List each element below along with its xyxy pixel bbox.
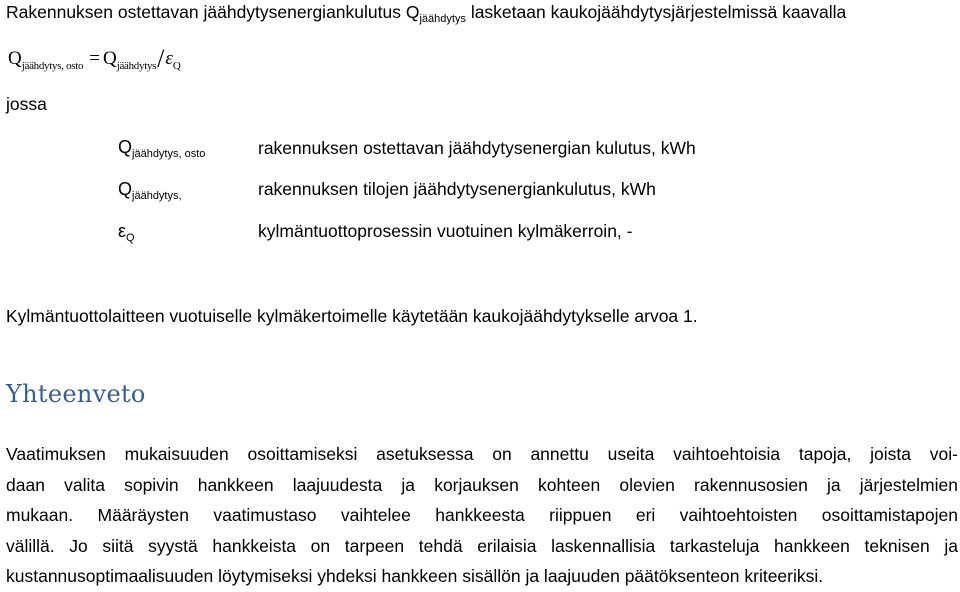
- summary-line: Vaatimuksen mukaisuuden osoittamiseksi asetuksessa on annettu useita vaihtoehtoisia tapoja, joista voi-: [6, 444, 958, 464]
- definition-text: rakennuksen ostettavan jäähdytysenergian kulutus, kWh: [258, 138, 696, 158]
- section-heading: Yhteenveto: [6, 380, 146, 408]
- intro-sentence: [6, 2, 846, 25]
- definition-symbol-letter: Q: [118, 137, 133, 157]
- formula-rhs-subscript: jäähdytys: [116, 60, 157, 72]
- cooling-coefficient-paragraph: Kylmäntuottolaitteen vuotuiselle kylmäkertoimelle käytetään kaukojäähdytykselle arvoa 1.: [6, 306, 698, 326]
- definition-symbol-letter: Q: [118, 179, 133, 199]
- definition-symbol-subscript: Q: [126, 232, 135, 244]
- summary-line: daan valita sopivin hankkeen laajuudesta ja korjauksen kohteen olevien rakennusosien ja järjestelmien: [6, 474, 958, 495]
- definition-symbol-subscript: jäähdytys,: [132, 190, 182, 202]
- formula-epsilon-subscript: Q: [172, 60, 181, 72]
- definition-text: rakennuksen tilojen jäähdytysenergiankulutus, kWh: [258, 179, 656, 199]
- summary-paragraph: [6, 439, 958, 592]
- definition-text: kylmäntuottoprosessin vuotuinen kylmäkerroin, -: [258, 221, 633, 241]
- formula-equals: =: [89, 48, 100, 69]
- summary-line: välillä. Jo siitä syystä hankkeista on tarpeen tehdä erilaisia laskennallisia tarkasteluja hankkeen teknisen ja: [6, 535, 958, 556]
- formula-epsilon: ε: [165, 48, 173, 69]
- definition-symbol: [118, 137, 205, 160]
- formula-lhs-subscript: jäähdytys, osto: [21, 60, 84, 72]
- jossa-label: jossa: [6, 94, 47, 114]
- cooling-energy-formula: [8, 44, 181, 74]
- intro-prefix: Rakennuksen ostettavan jäähdytysenergiankulutus Q: [6, 2, 420, 22]
- formula-division-slash: /: [157, 44, 165, 73]
- intro-subscript: jäähdytys: [419, 13, 466, 25]
- definition-symbol-subscript: jäähdytys, osto: [132, 148, 206, 160]
- intro-suffix: lasketaan kaukojäähdytysjärjestelmissä kaavalla: [465, 2, 847, 22]
- formula-rhs-symbol: Q: [102, 48, 117, 69]
- formula-lhs-symbol: Q: [8, 48, 22, 69]
- summary-line: mukaan. Määräysten vaatimustaso vaihtelee hankkeesta riippuen eri vaihtoehtoisten osoittamistapojen: [6, 505, 958, 525]
- summary-line: kustannusoptimaalisuuden löytymiseksi yhdeksi hankkeen sisällön ja laajuuden päätöksenteon kriteeriksi.: [6, 566, 824, 586]
- definition-symbol: [118, 221, 135, 244]
- definition-symbol-letter: ε: [118, 221, 127, 241]
- definition-symbol: [118, 179, 182, 202]
